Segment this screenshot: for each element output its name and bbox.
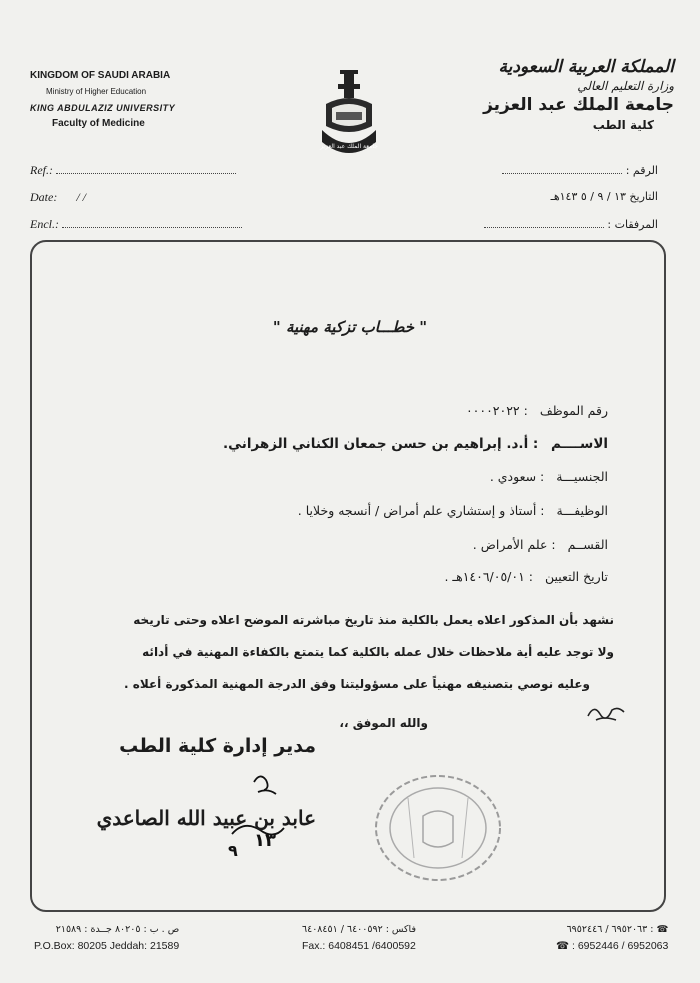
phone-en: ☎ : 6952446 / 6952063 bbox=[556, 940, 669, 952]
paragraph-line-2: ولا توجد عليه أية ملاحظات خلال عمله بالكلية كما يتمتع بالكفاءة المهنية في أدائه bbox=[142, 645, 614, 659]
ref-label-ar: الرقم : bbox=[625, 164, 658, 177]
signer-name: عابد بن عبيد الله الصاعدي bbox=[96, 806, 316, 830]
official-stamp bbox=[368, 768, 508, 888]
paragraph-line-3: وعليه نوصي بتصنيفه مهنياً على مسؤوليتنا وفق الدرجة المهنية المذكورة أعلاه . bbox=[124, 677, 590, 691]
encl-label-ar: المرفقات : bbox=[607, 218, 658, 231]
faculty-en: Faculty of Medicine bbox=[52, 118, 145, 129]
hire-date-row bbox=[444, 569, 608, 584]
signer-title: مدير إدارة كلية الطب bbox=[119, 735, 316, 757]
fax-en: Fax.: 6408451 /6400592 bbox=[302, 940, 416, 952]
phone-ar: ☎ : ٦٩٥٢٠٦٣ / ٦٩٥٢٤٤٦ bbox=[566, 924, 669, 935]
department-row bbox=[473, 537, 608, 552]
ref-field-ar bbox=[502, 163, 658, 177]
university-en: KING ABDULAZIZ UNIVERSITY bbox=[30, 103, 176, 113]
initials-scribble bbox=[586, 700, 626, 724]
nationality-row bbox=[490, 469, 608, 484]
encl-dots bbox=[62, 217, 242, 228]
job-row bbox=[298, 503, 608, 518]
kingdom-ar: المملكة العربية السعودية bbox=[498, 57, 674, 77]
header-arabic bbox=[464, 56, 674, 134]
name-label: الاســــم bbox=[551, 436, 608, 452]
employee-no-label: رقم الموظف bbox=[539, 403, 608, 418]
footer-po-box bbox=[34, 922, 179, 954]
nationality-value: : سعودي . bbox=[489, 469, 545, 484]
kingdom-en: KINGDOM OF SAUDI ARABIA bbox=[30, 70, 171, 81]
logo-text: جامعة الملك عبد العزيز bbox=[320, 143, 378, 150]
date-label-en: Date: bbox=[30, 190, 58, 204]
encl-field-en bbox=[30, 217, 242, 232]
date-field-ar bbox=[551, 190, 658, 203]
employee-no-row bbox=[466, 403, 608, 418]
name-value: : أ.د. إبراهيم بن حسن جمعان الكناني الزهراني. bbox=[222, 436, 539, 452]
faculty-ar: كلية الطب bbox=[592, 118, 654, 132]
po-box-ar: ص . ب : ٨٠٢٠٥ جــدة : ٢١٥٨٩ bbox=[55, 924, 180, 935]
ref-dots bbox=[56, 163, 236, 174]
fax-ar: فاكس : ٦٤٠٠٥٩٢ / ٦٤٠٨٤٥١ bbox=[302, 924, 416, 935]
department-label: القســم bbox=[567, 537, 608, 552]
paragraph-line-1: نشهد بأن المذكور اعلاه يعمل بالكلية منذ تاريخ مباشرته الموضح اعلاه وحتى تاريخه bbox=[133, 613, 614, 627]
footer-phone bbox=[556, 922, 668, 954]
po-box-en: P.O.Box: 80205 Jeddah: 21589 bbox=[34, 940, 180, 952]
header-english bbox=[30, 68, 230, 132]
letter-title: " خطـــاب تزكية مهنية " bbox=[272, 318, 428, 336]
university-ar: جامعة الملك عبد العزيز bbox=[483, 95, 674, 115]
date-value-ar: التاريخ ١٣ / ٩ / ٥ ١٤٣هـ bbox=[550, 190, 658, 203]
job-value: : أستاذ و إستشاري علم أمراض / أنسجه وخلايا . bbox=[297, 503, 545, 518]
hire-date-value: : ١٤٠٦/٠٥/٠١هـ . bbox=[444, 569, 534, 584]
handwritten-date: ١٣ bbox=[254, 830, 276, 851]
ministry-en: Ministry of Higher Education bbox=[46, 87, 147, 96]
department-value: : علم الأمراض . bbox=[472, 537, 556, 552]
date-slashes-en: / / bbox=[76, 190, 86, 204]
ref-field-en bbox=[30, 163, 236, 178]
closing-text: والله الموفق ،، bbox=[339, 716, 428, 730]
footer-fax bbox=[302, 922, 416, 954]
hire-date-label: تاريخ التعيين bbox=[545, 569, 608, 584]
employee-no-value: : ٠٠٠٠٢٠٢٢ bbox=[465, 403, 528, 418]
encl-dots-ar bbox=[484, 217, 604, 228]
ministry-ar: وزارة التعليم العالي bbox=[577, 79, 674, 93]
nationality-label: الجنسيـــة bbox=[556, 469, 608, 484]
encl-label-en: Encl.: bbox=[30, 217, 59, 231]
encl-field-ar bbox=[484, 217, 658, 231]
date-field-en bbox=[30, 190, 86, 205]
handwritten-date-2: ٩ bbox=[228, 841, 238, 860]
university-logo bbox=[318, 64, 380, 164]
name-row bbox=[223, 436, 608, 452]
ref-dots-ar bbox=[502, 163, 622, 174]
job-label: الوظيفـــة bbox=[556, 503, 608, 518]
ref-label-en: Ref.: bbox=[30, 163, 53, 177]
